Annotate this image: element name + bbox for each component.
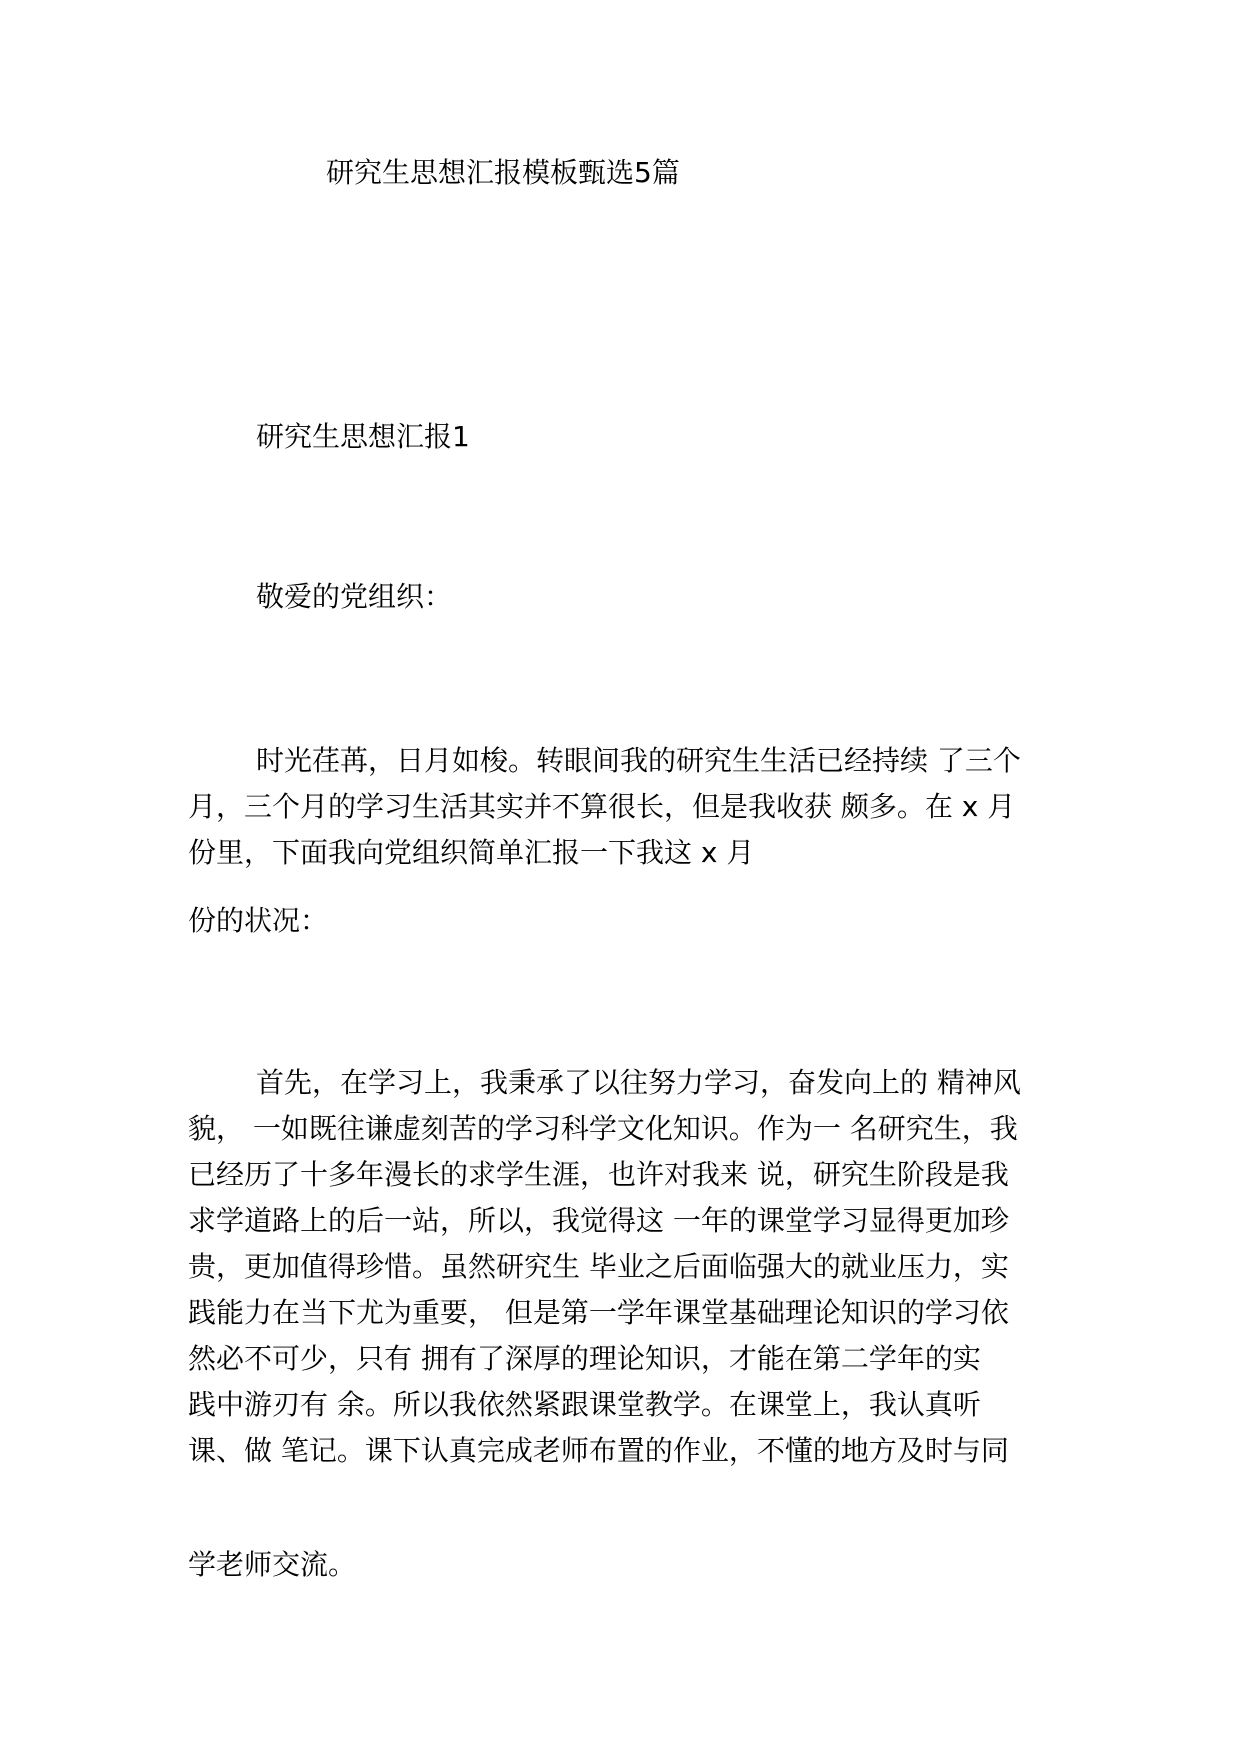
paragraph-line: 份的状况： — [188, 904, 329, 937]
paragraph-line: 然必不可少，只有 拥有了深厚的理论知识，才能在第二学年的实 — [188, 1342, 981, 1375]
section-heading: 研究生思想汇报1 — [256, 420, 470, 453]
paragraph-line: 课、做 笔记。课下认真完成老师布置的作业，不懂的地方及时与同 — [188, 1434, 1009, 1467]
paragraph-line: 贵，更加值得珍惜。虽然研究生 毕业之后面临强大的就业压力，实 — [188, 1250, 1009, 1283]
paragraph-line: 学老师交流。 — [188, 1548, 357, 1581]
paragraph-line: 求学道路上的后一站，所以，我觉得这 一年的课堂学习显得更加珍 — [188, 1204, 1009, 1237]
paragraph-line: 貌， 一如既往谦虚刻苦的学习科学文化知识。作为一 名研究生，我 — [188, 1112, 1018, 1145]
paragraph-line: 践中游刃有 余。所以我依然紧跟课堂教学。在课堂上，我认真听 — [188, 1388, 981, 1421]
paragraph-line: 已经历了十多年漫长的求学生涯，也许对我来 说，研究生阶段是我 — [188, 1158, 1009, 1191]
salutation: 敬爱的党组织： — [256, 580, 453, 613]
paragraph-line: 首先，在学习上，我秉承了以往努力学习，奋发向上的 精神风 — [256, 1066, 1021, 1099]
paragraph-line: 时光荏苒，日月如梭。转眼间我的研究生生活已经持续 了三个 — [256, 744, 1021, 777]
paragraph-line: 份里，下面我向党组织简单汇报一下我这 x 月 — [188, 836, 755, 869]
paragraph-line: 践能力在当下尤为重要， 但是第一学年课堂基础理论知识的学习依 — [188, 1296, 1009, 1329]
paragraph-line: 月，三个月的学习生活其实并不算很长，但是我收获 颇多。在 x 月 — [188, 790, 1016, 823]
document-title: 研究生思想汇报模板甄选5篇 — [326, 156, 680, 189]
